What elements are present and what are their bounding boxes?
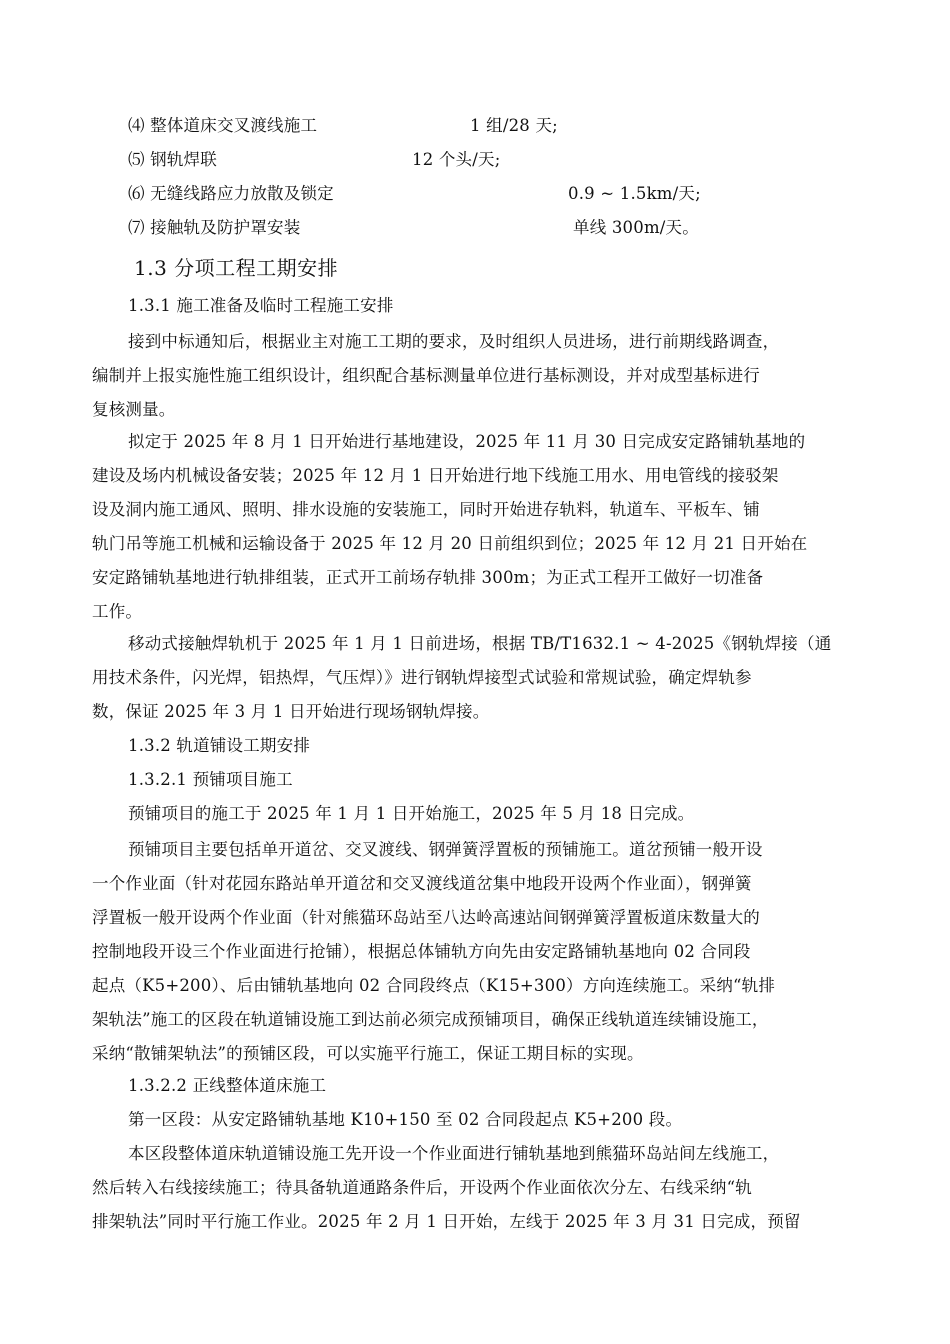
paragraph-line: 排架轨法”同时平行施工作业。2025 年 2 月 1 日开始，左线于 2025 年 3 月 31 日完成，预留 xyxy=(92,1212,801,1231)
subsubsection-heading: 1.3.2.2 正线整体道床施工 xyxy=(128,1076,327,1095)
paragraph-line: 一个作业面（针对花园东路站单开道岔和交叉渡线道岔集中地段开设两个作业面），钢弹簧 xyxy=(92,874,752,893)
paragraph-line: 预铺项目主要包括单开道岔、交叉渡线、钢弹簧浮置板的预铺施工。道岔预铺一般开设 xyxy=(128,840,763,859)
list-item-value: 12 个头/天; xyxy=(412,150,501,169)
list-item-label: ⑷ 整体道床交叉渡线施工 xyxy=(128,116,318,135)
subsubsection-heading: 1.3.2.1 预铺项目施工 xyxy=(128,770,293,789)
paragraph-line: 采纳“散铺架轨法”的预铺区段，可以实施平行施工，保证工期目标的实现。 xyxy=(92,1044,644,1063)
paragraph-line: 设及洞内施工通风、照明、排水设施的安装施工，同时开始进存轨料，轨道车、平板车、铺 xyxy=(92,500,760,519)
list-item-value: 单线 300m/天。 xyxy=(573,218,699,237)
paragraph-line: 安定路铺轨基地进行轨排组装，正式开工前场存轨排 300m；为正式工程开工做好一切准备 xyxy=(92,568,764,587)
subsection-heading: 1.3.1 施工准备及临时工程施工安排 xyxy=(128,296,394,315)
paragraph-line: 移动式接触焊轨机于 2025 年 1 月 1 日前进场，根据 TB/T1632.1 ~ 4-2025《钢轨焊接（通 xyxy=(128,634,832,653)
subsection-heading: 1.3.2 轨道铺设工期安排 xyxy=(128,736,311,755)
paragraph-line: 编制并上报实施性施工组织设计，组织配合基标测量单位进行基标测设，并对成型基标进行 xyxy=(92,366,760,385)
paragraph-line: 架轨法”施工的区段在轨道铺设施工到达前必须完成预铺项目，确保正线轨道连续铺设施工， xyxy=(92,1010,769,1029)
list-item-label: ⑸ 钢轨焊联 xyxy=(128,150,217,169)
paragraph-line: 工作。 xyxy=(92,602,143,621)
paragraph-line: 数，保证 2025 年 3 月 1 日开始进行现场钢轨焊接。 xyxy=(92,702,490,721)
paragraph-line: 本区段整体道床轨道铺设施工先开设一个作业面进行铺轨基地到熊猫环岛站间左线施工， xyxy=(128,1144,780,1163)
paragraph-line: 拟定于 2025 年 8 月 1 日开始进行基地建设，2025 年 11 月 30 日完成安定路铺轨基地的 xyxy=(128,432,806,451)
paragraph-line: 预铺项目的施工于 2025 年 1 月 1 日开始施工，2025 年 5 月 18 日完成。 xyxy=(128,804,695,823)
list-item-value: 0.9 ~ 1.5km/天; xyxy=(568,184,701,203)
paragraph-line: 控制地段开设三个作业面进行抢铺），根据总体铺轨方向先由安定路铺轨基地向 02 合同段 xyxy=(92,942,751,961)
paragraph-line: 浮置板一般开设两个作业面（针对熊猫环岛站至八达岭高速站间钢弹簧浮置板道床数量大的 xyxy=(92,908,760,927)
paragraph-line: 建设及场内机械设备安装；2025 年 12 月 1 日开始进行地下线施工用水、用电管线的接驳架 xyxy=(92,466,779,485)
list-item-label: ⑺ 接触轨及防护罩安装 xyxy=(128,218,301,237)
paragraph-line: 复核测量。 xyxy=(92,400,176,419)
list-item-label: ⑹ 无缝线路应力放散及锁定 xyxy=(128,184,334,203)
paragraph-line: 第一区段：从安定路铺轨基地 K10+150 至 02 合同段起点 K5+200 段。 xyxy=(128,1110,683,1129)
paragraph-line: 起点（K5+200）、后由铺轨基地向 02 合同段终点（K15+300）方向连续施工。采纳“轨排 xyxy=(92,976,776,995)
section-heading: 1.3 分项工程工期安排 xyxy=(134,256,339,280)
paragraph-line: 接到中标通知后，根据业主对施工工期的要求，及时组织人员进场，进行前期线路调查， xyxy=(128,332,780,351)
list-item-value: 1 组/28 天; xyxy=(470,116,558,135)
paragraph-line: 轨门吊等施工机械和运输设备于 2025 年 12 月 20 日前组织到位；2025 年 12 月 21 日开始在 xyxy=(92,534,808,553)
paragraph-line: 然后转入右线接续施工；待具备轨道通路条件后，开设两个作业面依次分左、右线采纳“轨 xyxy=(92,1178,752,1197)
paragraph-line: 用技术条件，闪光焊，铝热焊，气压焊）》进行钢轨焊接型式试验和常规试验，确定焊轨参 xyxy=(92,668,752,687)
